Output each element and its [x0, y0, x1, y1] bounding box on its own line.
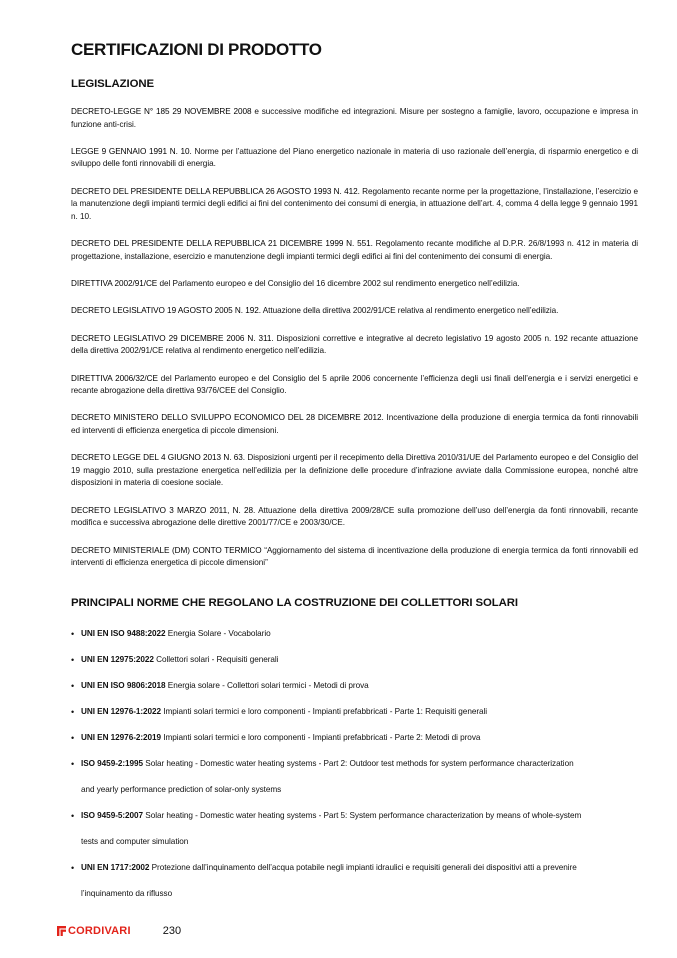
- norm-item: [71, 725, 638, 751]
- bullet-icon: •: [71, 811, 75, 821]
- norm-description: Impianti solari termici e loro componenti - Impianti prefabbricati - Parte 1: Requisiti generali: [161, 707, 488, 716]
- bullet-icon: •: [71, 681, 75, 691]
- bullet-icon: •: [71, 759, 75, 769]
- law-title: DECRETO DEL PRESIDENTE DELLA REPUBBLICA 26 AGOSTO 1993 N. 412.: [71, 186, 360, 196]
- norm-description: Energia solare - Collettori solari termici - Metodi di prova: [165, 681, 369, 690]
- norm-description: Solar heating - Domestic water heating systems - Part 5: System performance characterization by means of whole-system: [143, 811, 582, 820]
- law-title: DECRETO MINISTERO DELLO SVILUPPO ECONOMICO DEL 28 DICEMBRE 2012.: [71, 413, 384, 423]
- legislation-heading: LEGISLAZIONE: [71, 78, 154, 90]
- brand-name: CORDIVARI: [68, 925, 131, 937]
- law-description: Incentivazione della produzione di energia termica da fonti rinnovabili ed interventi di efficienza energetica di piccole dimensioni.: [71, 413, 638, 435]
- norm-description-continued: and yearly performance prediction of solar-only systems: [81, 785, 282, 794]
- norm-item: [71, 699, 638, 725]
- law-item: [71, 146, 638, 171]
- law-description: del Parlamento europeo e del Consiglio del 16 dicembre 2002 sul rendimento energetico nell’edilizia.: [157, 279, 520, 289]
- law-description: del Parlamento europeo e del Consiglio del 5 aprile 2006 concernente l’efficienza degli usi finali dell’energia e i servizi energetici e recante abrogazione della direttiva 93/76/CEE del Consiglio.: [71, 373, 639, 396]
- law-title: DECRETO LEGISLATIVO 29 DICEMBRE 2006 N. 311.: [71, 333, 274, 343]
- law-title: LEGGE 9 GENNAIO 1991 N. 10.: [71, 146, 192, 156]
- norm-description: Collettori solari - Requisiti generali: [153, 655, 279, 664]
- law-item: [71, 186, 638, 224]
- law-description: Regolamento recante modifiche al D.P.R. 26/8/1993 n. 412 in materia di progettazione, installazione, esercizio e manutenzione degli impianti termici degli edifici ai fini del contenimento dei consumi di energia.: [71, 239, 638, 261]
- law-item: [71, 106, 638, 131]
- law-title: DECRETO-LEGGE N° 185 29 NOVEMBRE 2008: [71, 107, 252, 116]
- law-description: Regolamento recante norme per la progettazione, l’installazione, l’esercizio e la manutenzione degli impianti termici degli edifici ai fini del contenimento dei consumi di energia, in attuazione dell’art. 4, comma 4 della legge 9 gennaio 1991 n. 10.: [71, 186, 639, 221]
- law-item: [71, 505, 638, 530]
- norm-code: UNI EN ISO 9806:2018: [81, 681, 166, 690]
- norm-description: Solar heating - Domestic water heating systems - Part 2: Outdoor test methods for system performance characterization: [143, 759, 574, 768]
- bullet-icon: •: [71, 655, 75, 665]
- law-description: Disposizioni correttive e integrative al decreto legislativo 19 agosto 2005 n. 192 recante attuazione della direttiva 2002/91/CE relativa al rendimento energetico nell’edilizia.: [71, 333, 638, 356]
- law-description: Disposizioni urgenti per il recepimento della Direttiva 2010/31/UE del Parlamento europeo e del Consiglio del 19 maggio 2010, sulla prestazione energetica nell’edilizia per la definizione delle procedure d’infrazione avviate dalla Commissione europea, nonché altre disposizioni in materia di coesione sociale.: [71, 453, 638, 488]
- norm-description-continued: l’inquinamento da riflusso: [81, 889, 173, 898]
- brand-logo: [57, 925, 131, 937]
- norm-item: [71, 673, 638, 699]
- brand-mark-icon: [57, 926, 66, 936]
- law-title: DECRETO LEGISLATIVO 3 MARZO 2011, N. 28.: [71, 505, 256, 515]
- norm-description: Impianti solari termici e loro componenti - Impianti prefabbricati - Parte 2: Metodi di prova: [161, 733, 481, 742]
- law-title: DIRETTIVA 2002/91/CE: [71, 279, 158, 289]
- norm-description-continued: tests and computer simulation: [81, 837, 189, 846]
- law-title: DECRETO DEL PRESIDENTE DELLA REPUBBLICA 21 DICEMBRE 1999 N. 551.: [71, 239, 373, 249]
- law-description: “Aggiornamento del sistema di incentivazione della produzione di energia termica da fonti rinnovabili ed interventi di efficienza energetica di piccole dimensioni”: [71, 545, 638, 568]
- norm-item: [71, 647, 638, 673]
- legislation-list: [71, 106, 638, 585]
- law-item: [71, 545, 638, 570]
- law-title: DIRETTIVA 2006/32/CE: [71, 373, 158, 383]
- norm-item: [71, 621, 638, 647]
- bullet-icon: •: [71, 707, 75, 717]
- norm-code: ISO 9459-2:1995: [81, 759, 144, 768]
- norm-code: UNI EN 12976-2:2019: [81, 733, 162, 742]
- bullet-icon: •: [71, 863, 75, 873]
- bullet-icon: •: [71, 733, 75, 743]
- law-item: [71, 238, 638, 263]
- law-title: DECRETO LEGGE DEL 4 GIUGNO 2013 N. 63.: [71, 453, 246, 463]
- law-item: [71, 305, 638, 318]
- bullet-icon: •: [71, 629, 75, 639]
- law-description: Norme per l’attuazione del Piano energetico nazionale in materia di uso razionale dell’energia, di risparmio energetico e di sviluppo delle fonti rinnovabili di energia.: [71, 146, 638, 169]
- norm-item: [71, 751, 638, 803]
- page-number: 230: [162, 925, 182, 937]
- law-item: [71, 373, 638, 398]
- page-footer: [57, 925, 181, 937]
- law-title: DECRETO MINISTERIALE (DM) CONTO TERMICO: [71, 545, 262, 555]
- law-item: [71, 333, 638, 358]
- law-item: [71, 452, 638, 490]
- norm-item: [71, 855, 638, 907]
- page-title: CERTIFICAZIONI DI PRODOTTO: [71, 40, 322, 59]
- norm-code: UNI EN ISO 9488:2022: [81, 629, 166, 638]
- law-item: [71, 412, 638, 437]
- law-description: Attuazione della direttiva 2002/91/CE relativa al rendimento energetico nell’edilizia.: [260, 306, 559, 316]
- norms-heading: PRINCIPALI NORME CHE REGOLANO LA COSTRUZIONE DEI COLLETTORI SOLARI: [71, 597, 518, 609]
- law-description: e successive modifiche ed integrazioni. Misure per sostegno a famiglie, lavoro, occupazione e impresa in funzione anti-crisi.: [71, 107, 639, 129]
- norm-code: UNI EN 1717:2002: [81, 863, 150, 872]
- law-item: [71, 278, 638, 291]
- norm-description: Protezione dall’inquinamento dell’acqua potabile negli impianti idraulici e requisiti generali dei dispositivi atti a prevenire: [149, 863, 577, 872]
- law-title: DECRETO LEGISLATIVO 19 AGOSTO 2005 N. 192.: [71, 306, 261, 316]
- norms-list: [71, 621, 638, 907]
- norm-item: [71, 803, 638, 855]
- norm-code: UNI EN 12975:2022: [81, 655, 154, 664]
- law-description: Attuazione della direttiva 2009/28/CE sulla promozione dell’uso dell’energia da fonti rinnovabili, recante modifica e successiva abrogazione delle direttive 2001/77/CE e 2003/30/CE.: [71, 505, 638, 528]
- norm-code: UNI EN 12976-1:2022: [81, 707, 162, 716]
- norm-code: ISO 9459-5:2007: [81, 811, 144, 820]
- norm-description: Energia Solare - Vocabolario: [165, 629, 271, 638]
